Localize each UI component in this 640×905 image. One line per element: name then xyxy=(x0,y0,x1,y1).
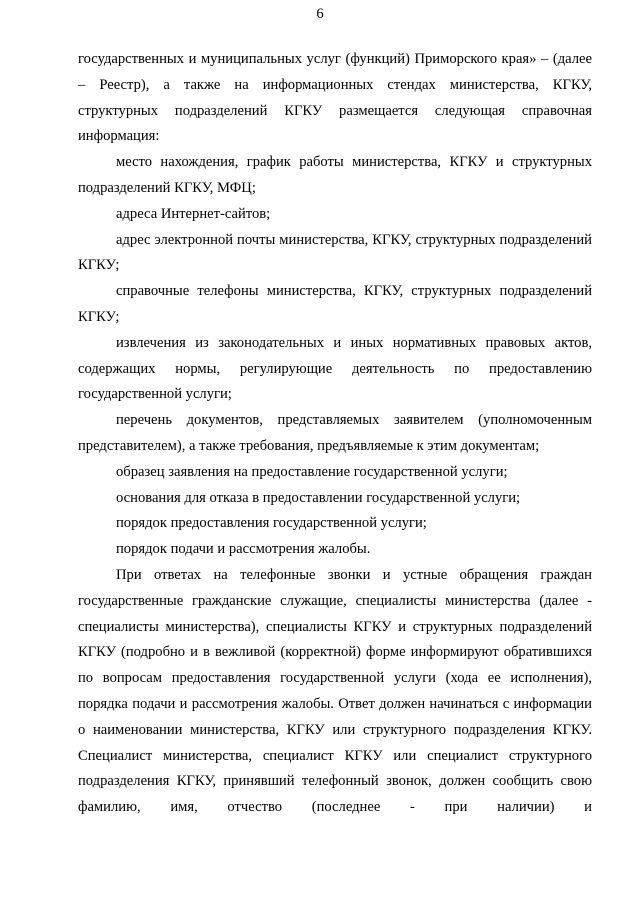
page-number: 6 xyxy=(316,6,324,22)
paragraph-phone-answers: При ответах на телефонные звонки и устные обращения граждан государственные гражданские служащие, специалисты министерства (далее - специалисты министерства), специалисты КГКУ и структурных подразделений КГКУ (подробно и в вежливой (корректной) форме информируют обратившихся по вопросам предоставления государственной услуги (хода ее исполнения), порядка подачи и рассмотрения жалобы. Ответ должен начинаться с информации о наименовании министерства, КГКУ или структурного подразделения КГКУ. Специалист министерства, специалист КГКУ или специалист структурного подразделения КГКУ, принявший телефонный звонок, должен сообщить свою фамилию, имя, отчество (последнее - при наличии) и xyxy=(78,566,592,816)
paragraph-service-procedure: порядок предоставления государственной услуги; xyxy=(116,515,427,532)
paragraph-phones: справочные телефоны министерства, КГКУ, структурных подразделений КГКУ; xyxy=(78,283,592,325)
document-body xyxy=(78,47,592,821)
paragraph-email: адрес электронной почты министерства, КГКУ, структурных подразделений КГКУ; xyxy=(78,231,592,274)
paragraph-application-sample: образец заявления на предоставление государственной услуги; xyxy=(116,463,508,480)
paragraph-websites: адреса Интернет-сайтов; xyxy=(116,205,271,222)
paragraph-reestr: государственных и муниципальных услуг (функций) Приморского края» – (далее – Реестр), а также на информационных стендах министерства, КГКУ, структурных подразделений КГКУ размещается следующая справочная информация: xyxy=(78,51,592,145)
paragraph-documents-list: перечень документов, представляемых заявителем (уполномоченным представителем), а также требования, предъявляемые к этим документам; xyxy=(78,412,592,454)
paragraph-complaint-procedure: порядок подачи и рассмотрения жалобы. xyxy=(116,541,371,558)
paragraph-legal-acts: извлечения из законодательных и иных нормативных правовых актов, содержащих нормы, регулирующие деятельность по предоставлению государственной услуги; xyxy=(78,334,592,403)
paragraph-refusal-grounds: основания для отказа в предоставлении государственной услуги; xyxy=(116,489,521,506)
paragraph-location: место нахождения, график работы министерства, КГКУ и структурных подразделений КГКУ, МФЦ; xyxy=(78,154,592,196)
